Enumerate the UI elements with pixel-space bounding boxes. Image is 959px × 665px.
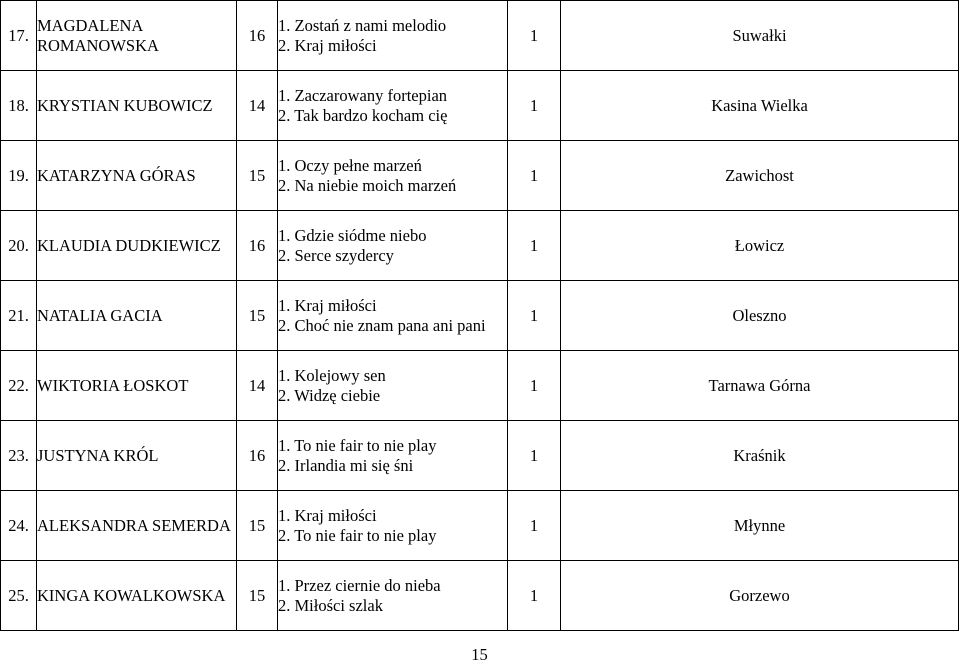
participant-name: MAGDALENA ROMANOWSKA — [37, 1, 237, 71]
participant-town: Oleszno — [561, 281, 959, 351]
song-title: 1. Kraj miłości — [278, 505, 377, 525]
entry-count: 1 — [508, 1, 561, 71]
song-title: 1. Gdzie siódme niebo — [278, 225, 427, 245]
participant-age: 16 — [237, 1, 278, 71]
row-number: 20. — [1, 211, 37, 281]
song-title: 1. Zostań z nami melodio — [278, 15, 447, 35]
song-list — [278, 351, 508, 421]
participant-town: Gorzewo — [561, 561, 959, 631]
participant-age: 16 — [237, 421, 278, 491]
participant-name: KATARZYNA GÓRAS — [37, 141, 237, 211]
row-number: 18. — [1, 71, 37, 141]
song-title: 2. Widzę ciebie — [278, 385, 381, 405]
participant-town: Młynne — [561, 491, 959, 561]
participant-age: 15 — [237, 281, 278, 351]
song-title: 2. Serce szydercy — [278, 245, 394, 265]
row-number: 19. — [1, 141, 37, 211]
song-title: 2. Kraj miłości — [278, 35, 377, 55]
participants-table-body — [1, 1, 959, 631]
participant-town: Tarnawa Górna — [561, 351, 959, 421]
song-list — [278, 211, 508, 281]
song-list — [278, 281, 508, 351]
song-list — [278, 141, 508, 211]
participant-town: Zawichost — [561, 141, 959, 211]
row-number: 22. — [1, 351, 37, 421]
song-list — [278, 1, 508, 71]
song-title: 1. To nie fair to nie play — [278, 435, 437, 455]
participant-town: Kraśnik — [561, 421, 959, 491]
entry-count: 1 — [508, 211, 561, 281]
table-row — [1, 351, 959, 421]
row-number: 17. — [1, 1, 37, 71]
participant-name: NATALIA GACIA — [37, 281, 237, 351]
entry-count: 1 — [508, 351, 561, 421]
table-row — [1, 71, 959, 141]
song-title: 2. Irlandia mi się śni — [278, 455, 414, 475]
participant-name: JUSTYNA KRÓL — [37, 421, 237, 491]
song-list — [278, 561, 508, 631]
participant-town: Kasina Wielka — [561, 71, 959, 141]
song-title: 2. Choć nie znam pana ani pani — [278, 315, 486, 335]
song-title: 2. Tak bardzo kocham cię — [278, 105, 448, 125]
row-number: 23. — [1, 421, 37, 491]
song-list — [278, 71, 508, 141]
participant-name: KRYSTIAN KUBOWICZ — [37, 71, 237, 141]
entry-count: 1 — [508, 421, 561, 491]
table-row — [1, 211, 959, 281]
row-number: 24. — [1, 491, 37, 561]
participant-age: 14 — [237, 71, 278, 141]
table-row — [1, 141, 959, 211]
participant-age: 16 — [237, 211, 278, 281]
song-title: 1. Oczy pełne marzeń — [278, 155, 422, 175]
table-row — [1, 561, 959, 631]
song-title: 1. Kolejowy sen — [278, 365, 386, 385]
row-number: 21. — [1, 281, 37, 351]
table-row — [1, 281, 959, 351]
song-title: 2. Miłości szlak — [278, 595, 383, 615]
participant-age: 15 — [237, 141, 278, 211]
song-title: 1. Zaczarowany fortepian — [278, 85, 448, 105]
participant-name: KLAUDIA DUDKIEWICZ — [37, 211, 237, 281]
entry-count: 1 — [508, 281, 561, 351]
song-title: 1. Kraj miłości — [278, 295, 377, 315]
song-list — [278, 421, 508, 491]
participant-name: WIKTORIA ŁOSKOT — [37, 351, 237, 421]
entry-count: 1 — [508, 71, 561, 141]
participant-age: 15 — [237, 491, 278, 561]
song-title: 2. Na niebie moich marzeń — [278, 175, 457, 195]
song-title: 1. Przez ciernie do nieba — [278, 575, 441, 595]
entry-count: 1 — [508, 491, 561, 561]
page-number: 15 — [471, 645, 488, 664]
participant-name: KINGA KOWALKOWSKA — [37, 561, 237, 631]
table-row — [1, 421, 959, 491]
participant-age: 14 — [237, 351, 278, 421]
song-list — [278, 491, 508, 561]
entry-count: 1 — [508, 141, 561, 211]
entry-count: 1 — [508, 561, 561, 631]
participant-name: ALEKSANDRA SEMERDA — [37, 491, 237, 561]
table-row — [1, 1, 959, 71]
row-number: 25. — [1, 561, 37, 631]
table-row — [1, 491, 959, 561]
song-title: 2. To nie fair to nie play — [278, 525, 437, 545]
participant-town: Łowicz — [561, 211, 959, 281]
participant-town: Suwałki — [561, 1, 959, 71]
participant-age: 15 — [237, 561, 278, 631]
